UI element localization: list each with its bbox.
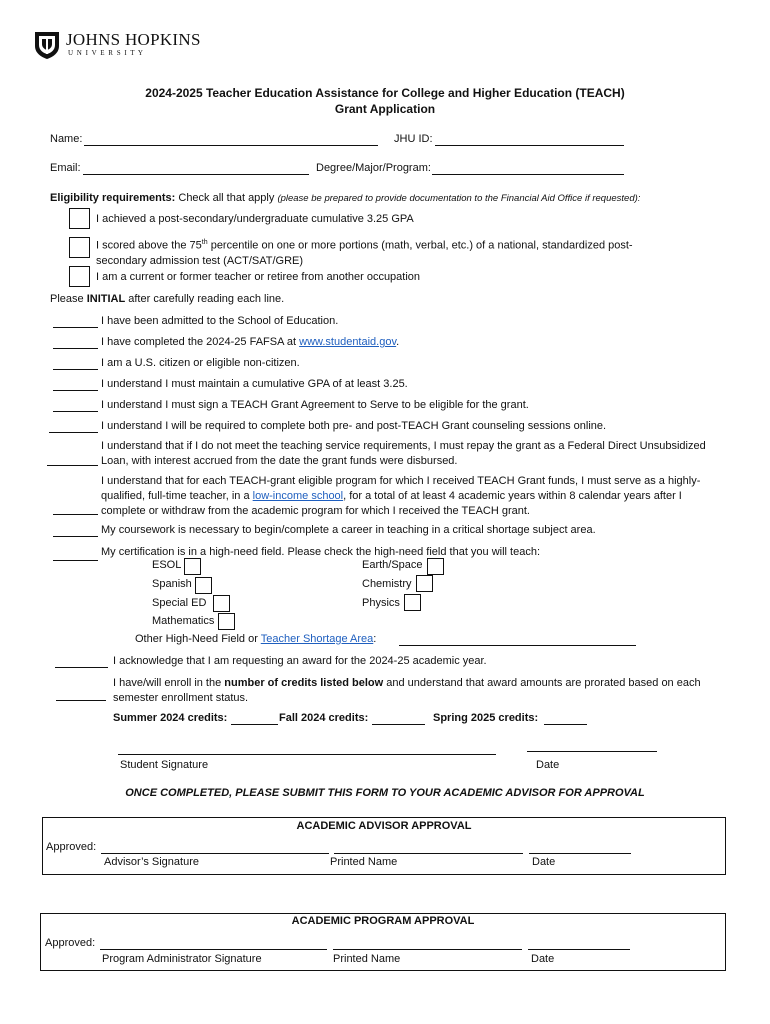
gpa-option-label: I achieved a post-secondary/undergraduate cumulative 3.25 GPA — [96, 213, 414, 225]
initial-line-4[interactable] — [53, 390, 98, 391]
statement-enroll: I have/will enroll in the number of credits listed below and understand that award amounts are prorated based on each semester enrollment status. — [113, 677, 701, 704]
advisor-box-title: ACADEMIC ADVISOR APPROVAL — [296, 820, 472, 832]
low-income-school-link[interactable]: low-income school — [252, 490, 344, 502]
student-signature-label: Student Signature — [120, 759, 209, 771]
logo-subtitle: U N I V E R S I T Y — [68, 49, 144, 57]
field-special-ed-checkbox[interactable] — [213, 595, 230, 612]
statement-coursework: My coursework is necessary to begin/complete a career in teaching in a critical shortage subject area. — [101, 524, 596, 536]
field-mathematics-label: Mathematics — [152, 615, 215, 627]
student-date-field[interactable] — [527, 751, 657, 752]
field-spanish-checkbox[interactable] — [195, 577, 212, 594]
degree-field[interactable] — [432, 174, 624, 175]
statement-certification: My certification is in a high-need field. Please check the high-need field that you will teach: — [101, 546, 541, 558]
teacher-shortage-link[interactable]: Teacher Shortage Area — [260, 633, 374, 645]
field-chemistry-checkbox[interactable] — [416, 575, 433, 592]
jhu-id-field[interactable] — [435, 145, 624, 146]
initial-instruction: Please INITIAL after carefully reading each line. — [50, 293, 285, 305]
statement-fafsa: I have completed the 2024-25 FAFSA at www.studentaid.gov. — [101, 336, 400, 348]
initial-line-9[interactable] — [53, 536, 98, 537]
teacher-checkbox[interactable] — [69, 266, 90, 287]
student-date-label: Date — [536, 759, 560, 771]
advisor-approved-label: Approved: — [46, 841, 97, 853]
logo-name: JOHNS HOPKINS — [66, 30, 201, 49]
initial-line-11[interactable] — [55, 667, 108, 668]
initial-line-7[interactable] — [47, 465, 98, 466]
spring-credits-field[interactable] — [544, 724, 587, 725]
form-subtitle: Grant Application — [334, 102, 436, 116]
program-printed-name-label: Printed Name — [333, 953, 401, 965]
form-title: 2024-2025 Teacher Education Assistance for College and Higher Education (TEACH) — [145, 86, 625, 100]
test-score-option-label: I scored above the 75th percentile on one or more portions (math, verbal, etc.) of a national, standardized post- secondary admission test (ACT/SAT/GRE) — [96, 239, 633, 267]
fall-credits-field[interactable] — [372, 724, 425, 725]
field-earth-space-label: Earth/Space — [362, 559, 423, 571]
name-field[interactable] — [84, 145, 378, 146]
statement-citizen: I am a U.S. citizen or eligible non-citizen. — [101, 357, 300, 369]
statement-acknowledge: I acknowledge that I am requesting an award for the 2024-25 academic year. — [113, 655, 487, 667]
initial-line-6[interactable] — [49, 432, 98, 433]
summer-credits-field[interactable] — [231, 724, 278, 725]
program-signature-field[interactable] — [100, 949, 327, 950]
field-chemistry-label: Chemistry — [362, 578, 412, 590]
program-date-field[interactable] — [528, 949, 630, 950]
summer-credits-label: Summer 2024 credits: — [113, 712, 228, 724]
advisor-approval-box — [42, 817, 726, 875]
name-label: Name: — [50, 133, 83, 145]
initial-line-3[interactable] — [53, 369, 98, 370]
field-earth-space-checkbox[interactable] — [427, 558, 444, 575]
program-signature-label: Program Administrator Signature — [102, 953, 262, 965]
initial-line-5[interactable] — [53, 411, 98, 412]
field-esol-label: ESOL — [152, 559, 182, 571]
field-spanish-label: Spanish — [152, 578, 192, 590]
teacher-option-label: I am a current or former teacher or retiree from another occupation — [96, 271, 421, 283]
student-signature-field[interactable] — [118, 754, 496, 755]
spring-credits-label: Spring 2025 credits: — [433, 712, 539, 724]
jhu-shield-icon — [33, 30, 61, 60]
initial-line-8[interactable] — [53, 514, 98, 515]
program-approval-box — [40, 913, 726, 971]
field-mathematics-checkbox[interactable] — [218, 613, 235, 630]
initial-line-2[interactable] — [53, 348, 98, 349]
fall-credits-label: Fall 2024 credits: — [279, 712, 369, 724]
degree-label: Degree/Major/Program: — [316, 162, 431, 174]
program-approved-label: Approved: — [45, 937, 96, 949]
advisor-signature-field[interactable] — [101, 853, 329, 854]
field-physics-label: Physics — [362, 597, 400, 609]
statement-service: I understand that for each TEACH-grant eligible program for which I received TEACH Grant funds, I must serve as a highly- qualified, full-time teacher, in a low-income school, for a total of at least 4 academic years within 8 calendar years after I complete or withdraw from the academic program for which I received the TEACH grant. — [101, 475, 701, 517]
initial-line-12[interactable] — [56, 700, 106, 701]
initial-line-1[interactable] — [53, 327, 98, 328]
eligibility-heading: Eligibility requirements: Check all that apply (please be prepared to provide documentation to the Financial Aid Office if requested): — [50, 192, 641, 204]
program-box-title: ACADEMIC PROGRAM APPROVAL — [291, 915, 475, 927]
other-field-label: Other High-Need Field or Teacher Shortage Area: — [135, 633, 377, 645]
advisor-signature-label: Advisor’s Signature — [104, 856, 199, 868]
other-field-input[interactable] — [399, 645, 636, 646]
statement-repay: I understand that if I do not meet the teaching service requirements, I must repay the grant as a Federal Direct Unsubsidized Loan, with interest accrued from the date the grant funds were disbursed. — [101, 440, 706, 467]
jhu-logo — [33, 30, 201, 60]
email-field[interactable] — [83, 174, 309, 175]
statement-gpa: I understand I must maintain a cumulative GPA of at least 3.25. — [101, 378, 408, 390]
email-label: Email: — [50, 162, 81, 174]
statement-counseling: I understand I will be required to complete both pre- and post-TEACH Grant counseling sessions online. — [101, 420, 607, 432]
gpa-checkbox[interactable] — [69, 208, 90, 229]
program-printed-name-field[interactable] — [333, 949, 522, 950]
advisor-date-label: Date — [532, 856, 556, 868]
advisor-printed-name-label: Printed Name — [330, 856, 398, 868]
field-esol-checkbox[interactable] — [184, 558, 201, 575]
initial-line-10[interactable] — [53, 560, 98, 561]
program-date-label: Date — [531, 953, 555, 965]
advisor-printed-name-field[interactable] — [334, 853, 523, 854]
statement-agreement: I understand I must sign a TEACH Grant Agreement to Serve to be eligible for the grant. — [101, 399, 529, 411]
statement-admitted: I have been admitted to the School of Education. — [101, 315, 339, 327]
submit-note: ONCE COMPLETED, PLEASE SUBMIT THIS FORM TO YOUR ACADEMIC ADVISOR FOR APPROVAL — [125, 787, 645, 799]
studentaid-link[interactable]: www.studentaid.gov — [299, 336, 397, 348]
advisor-date-field[interactable] — [529, 853, 631, 854]
field-special-ed-label: Special ED — [152, 597, 207, 609]
test-score-checkbox[interactable] — [69, 237, 90, 258]
field-physics-checkbox[interactable] — [404, 594, 421, 611]
jhu-id-label: JHU ID: — [394, 133, 433, 145]
